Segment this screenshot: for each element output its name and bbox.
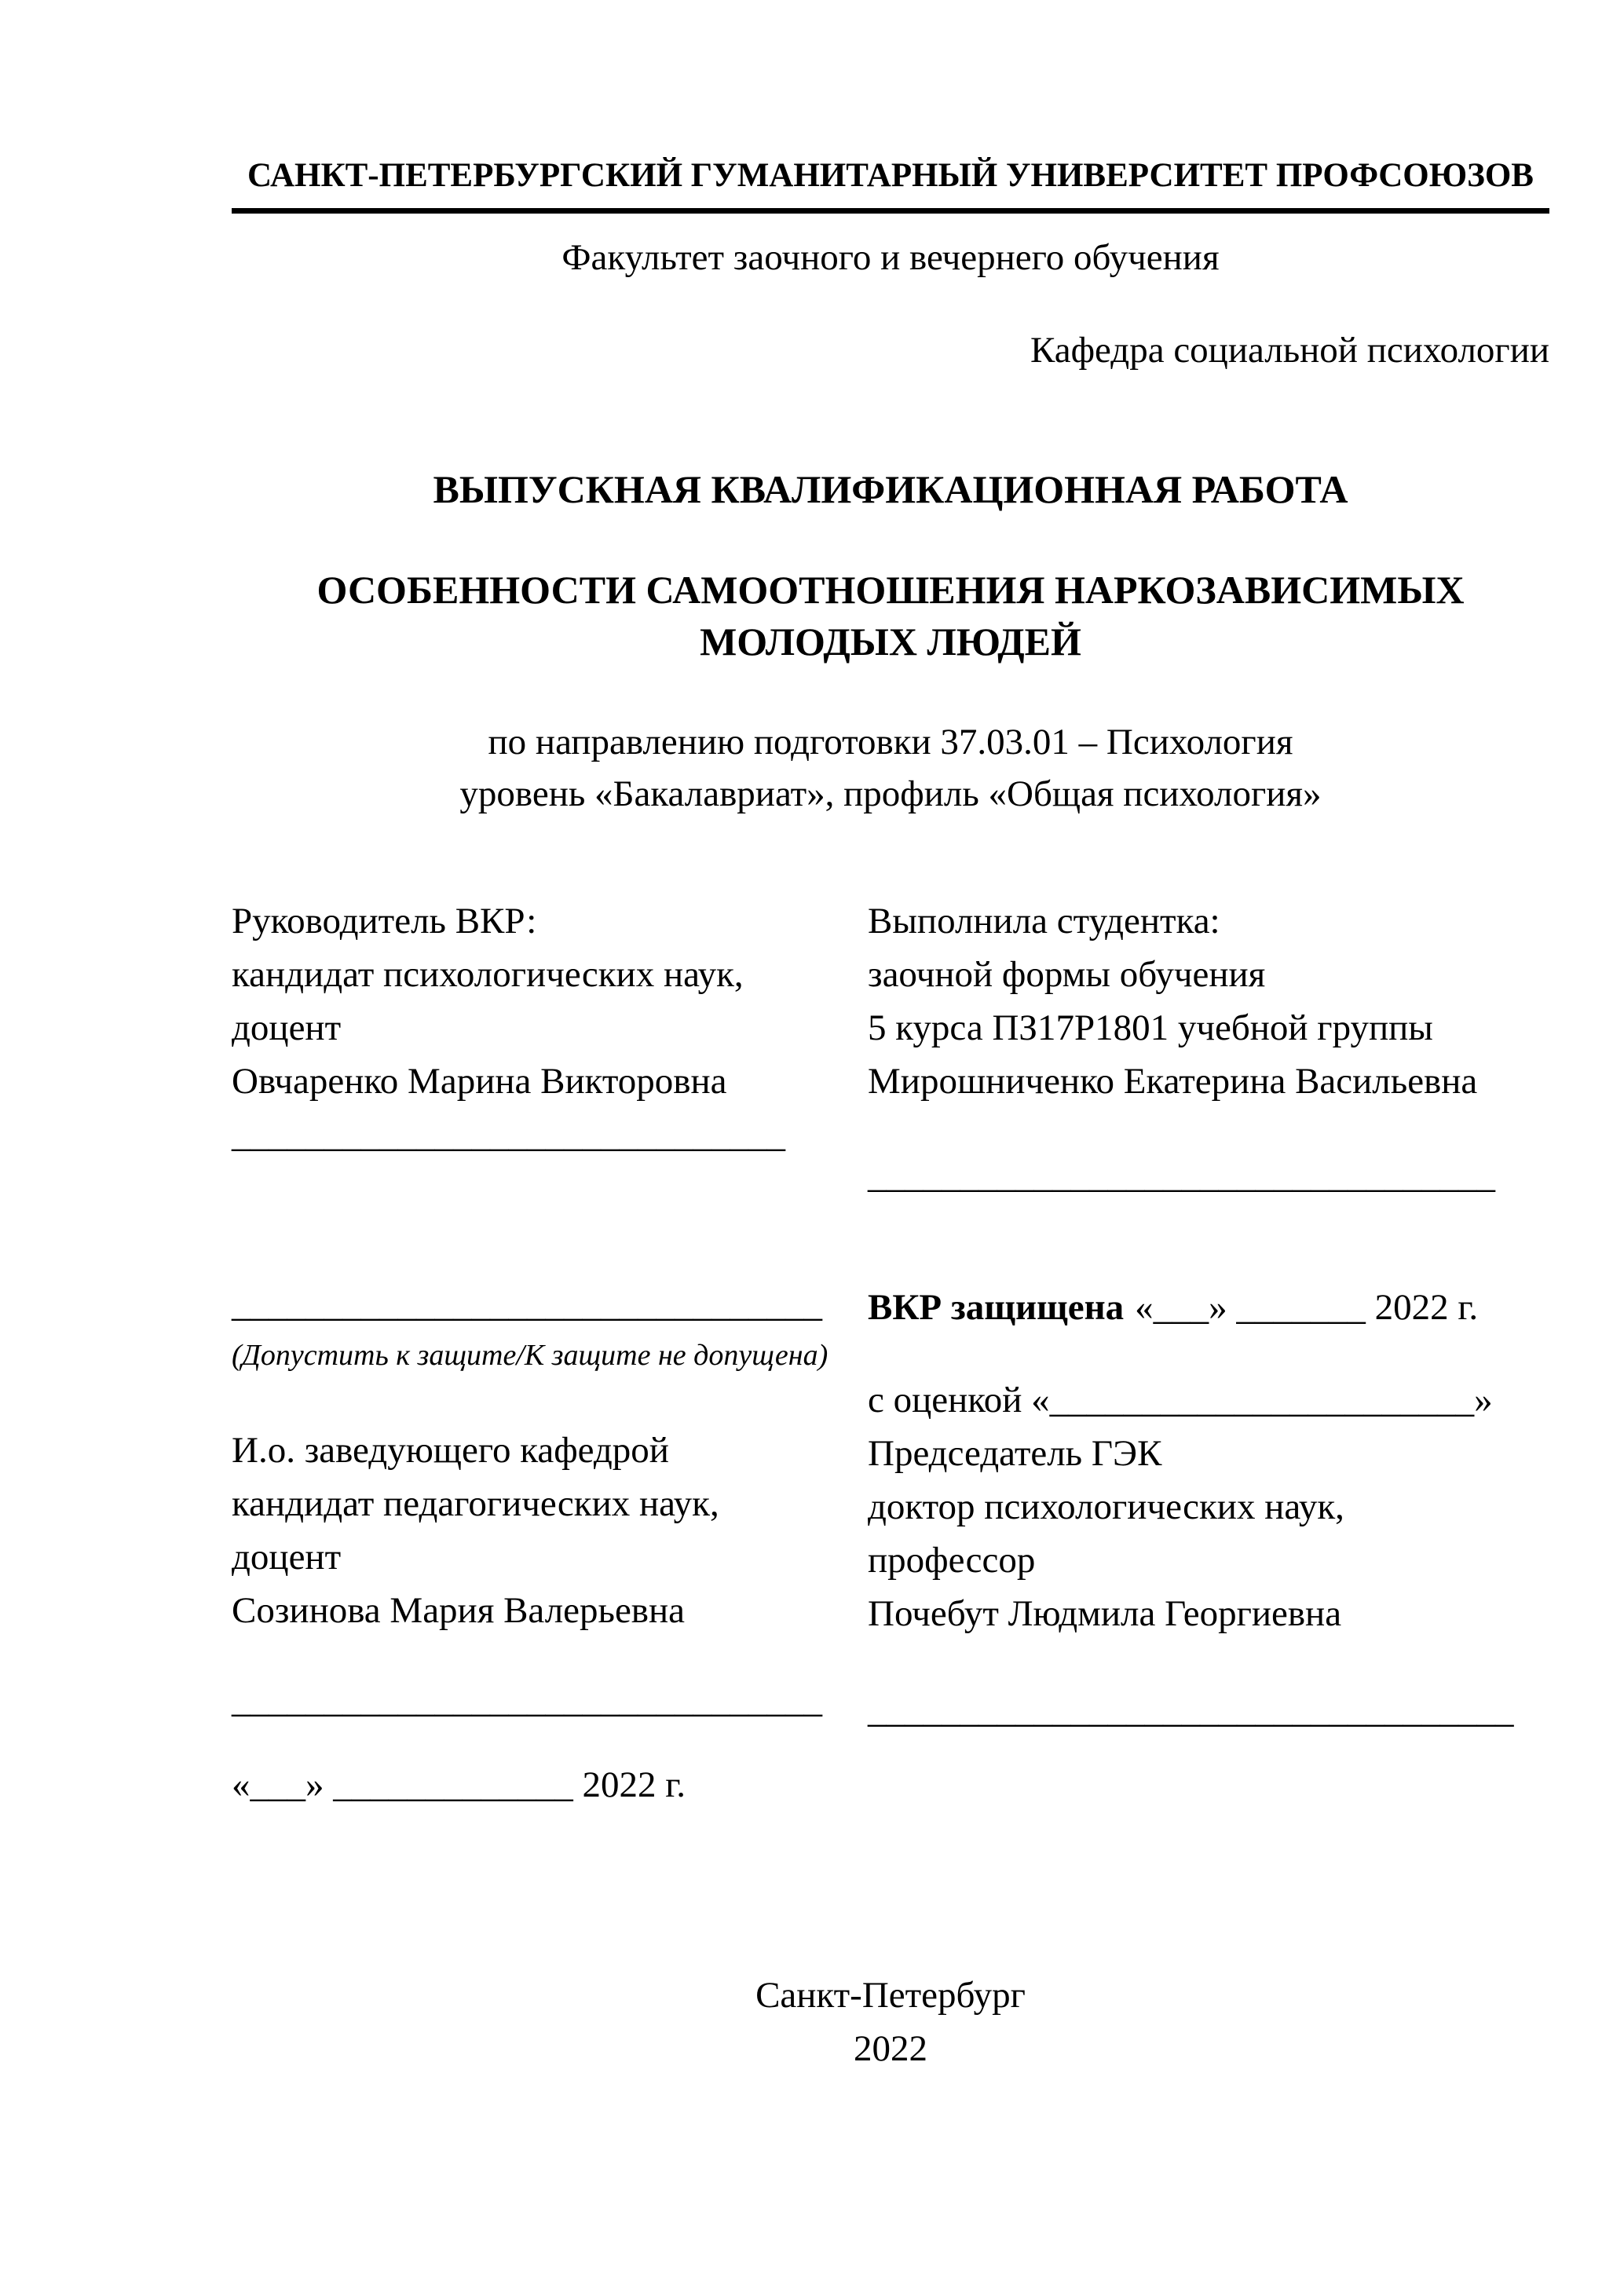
supervisor-name: Овчаренко Марина Викторовна (232, 1061, 727, 1102)
footer-city: Санкт-Петербург (755, 1975, 1026, 2016)
department-head-signature-line: ________________________________ (232, 1680, 822, 1720)
right-column (868, 894, 1549, 1737)
defense-date-line (868, 1281, 1549, 1334)
committee-chair-title: Председатель ГЭК (868, 1433, 1162, 1474)
department-head-position: И.о. заведующего кафедрой (232, 1430, 669, 1471)
left-column (232, 894, 868, 1812)
footer-year: 2022 (854, 2028, 927, 2069)
student-label: Выполнила студентка: (868, 901, 1220, 941)
supervisor-signature-line: ______________________________ (232, 1114, 785, 1155)
admission-signature-line: ________________________________ (232, 1284, 822, 1325)
department-line: Кафедра социальной психологии (1030, 330, 1549, 371)
defense-label: ВКР защищена (868, 1287, 1125, 1328)
admission-note: (Допустить к защите/К защите не допущена) (232, 1339, 828, 1372)
admission-date-line: «___» _____________ 2022 г. (232, 1764, 686, 1805)
faculty-line: Факультет заочного и вечернего обучения (561, 237, 1220, 278)
committee-chair-block (868, 1427, 1549, 1640)
department-head-rank: доцент (232, 1537, 342, 1578)
work-type-heading: ВЫПУСКНАЯ КВАЛИФИКАЦИОННАЯ РАБОТА (433, 467, 1348, 511)
footer-block (232, 1969, 1549, 2075)
supervisor-degree: кандидат психологических наук, (232, 954, 744, 995)
thesis-title-line1: ОСОБЕННОСТИ САМООТНОШЕНИЯ НАРКОЗАВИСИМЫХ (316, 568, 1465, 612)
department-head-degree: кандидат педагогических наук, (232, 1483, 719, 1524)
committee-chair-signature-line: ___________________________________ (868, 1690, 1514, 1731)
program-block (232, 716, 1549, 820)
student-block (868, 894, 1549, 1108)
committee-chair-degree: доктор психологических наук, (868, 1486, 1344, 1527)
supervisor-rank: доцент (232, 1007, 342, 1048)
defense-grade-line: с оценкой «_______________________» (868, 1380, 1493, 1420)
level-line: уровень «Бакалавриат», профиль «Общая психология» (459, 773, 1322, 814)
thesis-title-line2: МОЛОДЫХ ЛЮДЕЙ (700, 620, 1081, 664)
thesis-title (232, 564, 1549, 667)
department-head-name: Созинова Мария Валерьевна (232, 1590, 686, 1631)
defense-date-blanks: «___» _______ 2022 г. (1135, 1287, 1479, 1328)
program-line: по направлению подготовки 37.03.01 – Психология (488, 722, 1293, 762)
student-name: Мирошниченко Екатерина Васильевна (868, 1061, 1478, 1102)
department-head-block (232, 1424, 868, 1637)
student-form: заочной формы обучения (868, 954, 1266, 995)
signatures-section (232, 894, 1549, 1812)
student-signature-line: __________________________________ (868, 1155, 1495, 1196)
committee-chair-name: Почебут Людмила Георгиевна (868, 1593, 1342, 1634)
committee-chair-rank: профессор (868, 1540, 1036, 1581)
student-group: 5 курса ПЗ17Р1801 учебной группы (868, 1007, 1433, 1048)
supervisor-label: Руководитель ВКР: (232, 901, 537, 941)
supervisor-block (232, 894, 868, 1108)
university-name: САНКТ-ПЕТЕРБУРГСКИЙ ГУМАНИТАРНЫЙ УНИВЕРСИТЕТ ПРОФСОЮЗОВ (232, 153, 1549, 214)
